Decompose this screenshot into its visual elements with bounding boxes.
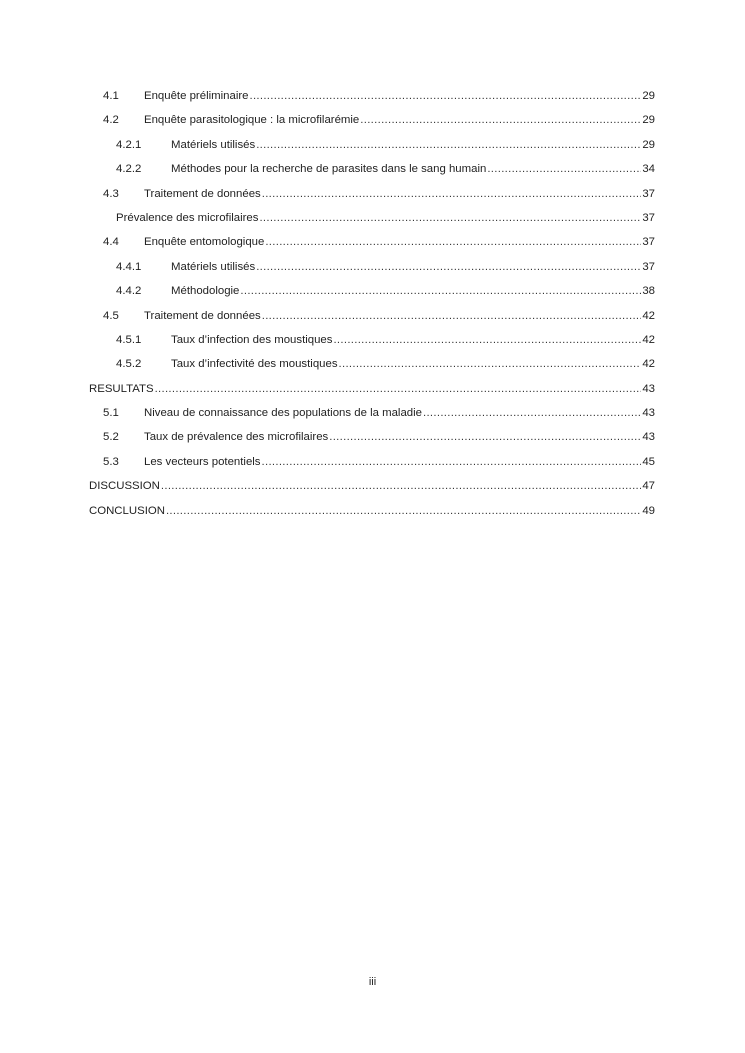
toc-entry-title: Méthodes pour la recherche de parasites dans le sang humain — [171, 163, 487, 176]
dot-leader — [166, 503, 641, 519]
toc-entry[interactable] — [89, 478, 655, 502]
toc-entry-title: Les vecteurs potentiels — [144, 455, 261, 468]
toc-entry-page: 43 — [642, 431, 655, 444]
toc-entry-number: 4.4 — [103, 236, 119, 249]
toc-entry-number: 4.5 — [103, 309, 119, 322]
toc-entry-number: 4.1 — [103, 90, 119, 102]
toc-entry-title: Matériels utilisés — [171, 260, 256, 273]
toc-entry-page: 42 — [642, 358, 655, 371]
dot-leader — [262, 186, 642, 202]
dot-leader — [256, 259, 641, 275]
toc-entry[interactable] — [89, 88, 655, 112]
toc-entry[interactable] — [89, 356, 655, 380]
toc-entry-title: Enquête parasitologique : la microfilarémie — [144, 114, 360, 127]
toc-entry-number: 4.3 — [103, 187, 119, 200]
toc-entry[interactable] — [89, 381, 655, 405]
toc-entry-page: 47 — [642, 480, 655, 493]
toc-entry[interactable] — [89, 283, 655, 307]
toc-entry[interactable] — [89, 503, 655, 527]
toc-entry[interactable] — [89, 405, 655, 429]
toc-entry-number: 4.2 — [103, 114, 119, 127]
toc-entry-page: 43 — [642, 382, 655, 395]
dot-leader — [155, 381, 642, 397]
toc-entry-page: 29 — [642, 90, 655, 102]
toc-entry-page: 42 — [642, 333, 655, 346]
toc-entry-title: Taux d’infectivité des moustiques — [171, 358, 338, 371]
dot-leader — [262, 308, 642, 324]
dot-leader — [265, 234, 641, 250]
toc-entry-number: 4.2.1 — [116, 138, 142, 151]
toc-entry-number: 5.1 — [103, 407, 119, 420]
table-of-contents — [89, 88, 655, 527]
toc-entry-title: CONCLUSION — [89, 504, 165, 517]
dot-leader — [262, 454, 642, 470]
toc-entry-title: Niveau de connaissance des populations de la maladie — [144, 407, 422, 420]
toc-entry-page: 29 — [642, 114, 655, 127]
dot-leader — [423, 405, 641, 421]
toc-entry-page: 49 — [642, 504, 655, 517]
toc-entry-page: 34 — [642, 163, 655, 176]
toc-entry[interactable] — [89, 259, 655, 283]
dot-leader — [161, 478, 641, 494]
toc-entry-number: 4.5.2 — [116, 358, 142, 371]
toc-entry-page: 43 — [642, 407, 655, 420]
dot-leader — [256, 137, 641, 153]
toc-entry[interactable] — [89, 112, 655, 136]
toc-entry-page: 37 — [642, 236, 655, 249]
toc-entry-title: RESULTATS — [89, 382, 154, 395]
toc-entry-title: Taux de prévalence des microfilaires — [144, 431, 329, 444]
toc-entry[interactable] — [89, 332, 655, 356]
toc-entry-page: 37 — [642, 211, 655, 224]
toc-entry[interactable] — [89, 308, 655, 332]
toc-entry-title: Enquête préliminaire — [144, 90, 249, 102]
toc-entry-title: Enquête entomologique — [144, 236, 265, 249]
toc-entry[interactable] — [89, 137, 655, 161]
toc-entry[interactable] — [89, 161, 655, 185]
toc-entry-page: 37 — [642, 260, 655, 273]
dot-leader — [487, 161, 641, 177]
toc-entry[interactable] — [89, 210, 655, 234]
toc-entry-number: 4.4.2 — [116, 285, 142, 298]
toc-entry[interactable] — [89, 429, 655, 453]
toc-entry-title: Traitement de données — [144, 187, 261, 200]
toc-entry-title: DISCUSSION — [89, 480, 160, 493]
toc-entry-title: Traitement de données — [144, 309, 261, 322]
dot-leader — [329, 429, 641, 445]
toc-entry-title: Taux d’infection des moustiques — [171, 333, 333, 346]
dot-leader — [339, 356, 642, 372]
toc-entry[interactable] — [89, 454, 655, 478]
toc-entry-page: 42 — [642, 309, 655, 322]
toc-entry-page: 37 — [642, 187, 655, 200]
toc-entry-number: 5.3 — [103, 455, 119, 468]
toc-entry-page: 45 — [642, 455, 655, 468]
toc-entry-number: 4.2.2 — [116, 163, 142, 176]
toc-entry-number: 4.5.1 — [116, 333, 142, 346]
dot-leader — [249, 88, 641, 104]
toc-entry-title: Méthodologie — [171, 285, 240, 298]
toc-entry-number: 5.2 — [103, 431, 119, 444]
dot-leader — [240, 283, 641, 299]
page-number: iii — [368, 976, 377, 988]
toc-entry[interactable] — [89, 234, 655, 258]
toc-entry-page: 29 — [642, 138, 655, 151]
toc-entry-page: 38 — [642, 285, 655, 298]
dot-leader — [259, 210, 641, 226]
toc-entry-title: Prévalence des microfilaires — [116, 211, 259, 224]
toc-entry[interactable] — [89, 186, 655, 210]
toc-entry-number: 4.4.1 — [116, 260, 142, 273]
dot-leader — [333, 332, 641, 348]
dot-leader — [360, 112, 641, 128]
toc-entry-title: Matériels utilisés — [171, 138, 256, 151]
